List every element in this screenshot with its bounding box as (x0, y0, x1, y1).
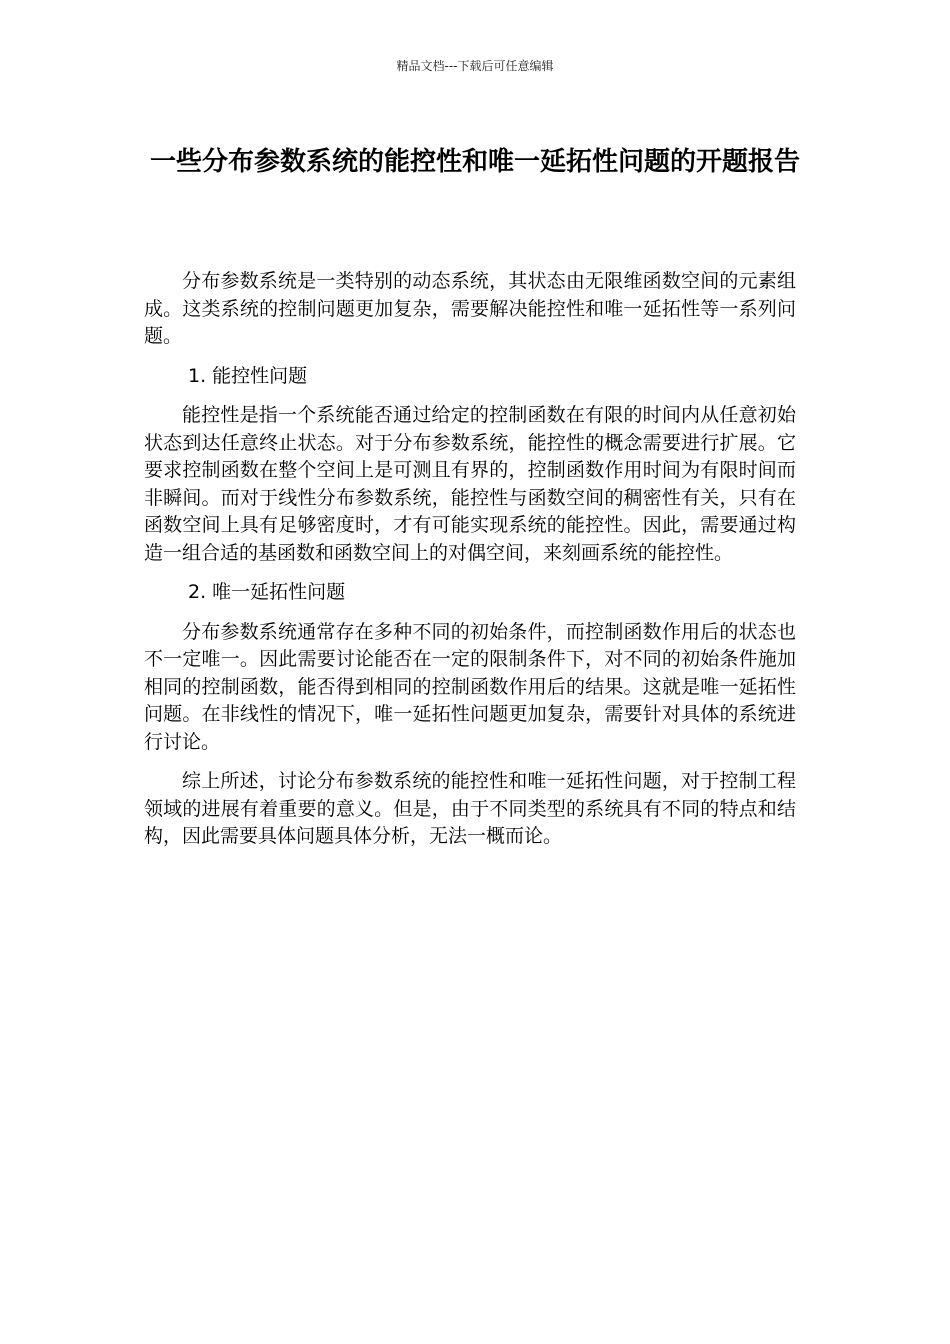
section-2-title: 唯一延拓性问题 (212, 581, 346, 603)
header-note: 精品文档---下载后可任意编辑 (396, 59, 554, 73)
section-2-paragraph: 分布参数系统通常存在多种不同的初始条件，而控制函数作用后的状态也不一定唯一。因此需要讨论能否在一定的限制条件下，对不同的初始条件施加相同的控制函数，能否得到相同的控制函数作用后的结果。这就是唯一延拓性问题。在非线性的情况下，唯一延拓性问题更加复杂，需要针对具体的系统进行讨论。 (144, 620, 796, 753)
section-1-paragraph: 能控性是指一个系统能否通过给定的控制函数在有限的时间内从任意初始状态到达任意终止状态。对于分布参数系统，能控性的概念需要进行扩展。它要求控制函数在整个空间上是可测且有界的，控制函数作用时间为有限时间而非瞬间。而对于线性分布参数系统，能控性与函数空间的稠密性有关，只有在函数空间上具有足够密度时，才有可能实现系统的能控性。因此，需要通过构造一组合适的基函数和函数空间上的对偶空间，来刻画系统的能控性。 (144, 404, 796, 564)
section-1-title: 能控性问题 (212, 364, 308, 387)
document-title: 一些分布参数系统的能控性和唯一延拓性问题的开题报告 (149, 147, 800, 177)
conclusion-paragraph: 综上所述，讨论分布参数系统的能控性和唯一延拓性问题，对于控制工程领域的进展有着重要的意义。但是，由于不同类型的系统具有不同的特点和结构，因此需要具体问题具体分析，无法一概而论。 (144, 770, 796, 847)
section-1-heading (144, 363, 796, 391)
section-2-heading (144, 579, 796, 607)
intro-paragraph: 分布参数系统是一类特别的动态系统，其状态由无限维函数空间的元素组成。这类系统的控制问题更加复杂，需要解决能控性和唯一延拓性等一系列问题。 (144, 270, 796, 347)
document-body (144, 268, 796, 863)
section-2-number: 2. (188, 581, 207, 603)
section-1-number: 1. (188, 364, 207, 387)
